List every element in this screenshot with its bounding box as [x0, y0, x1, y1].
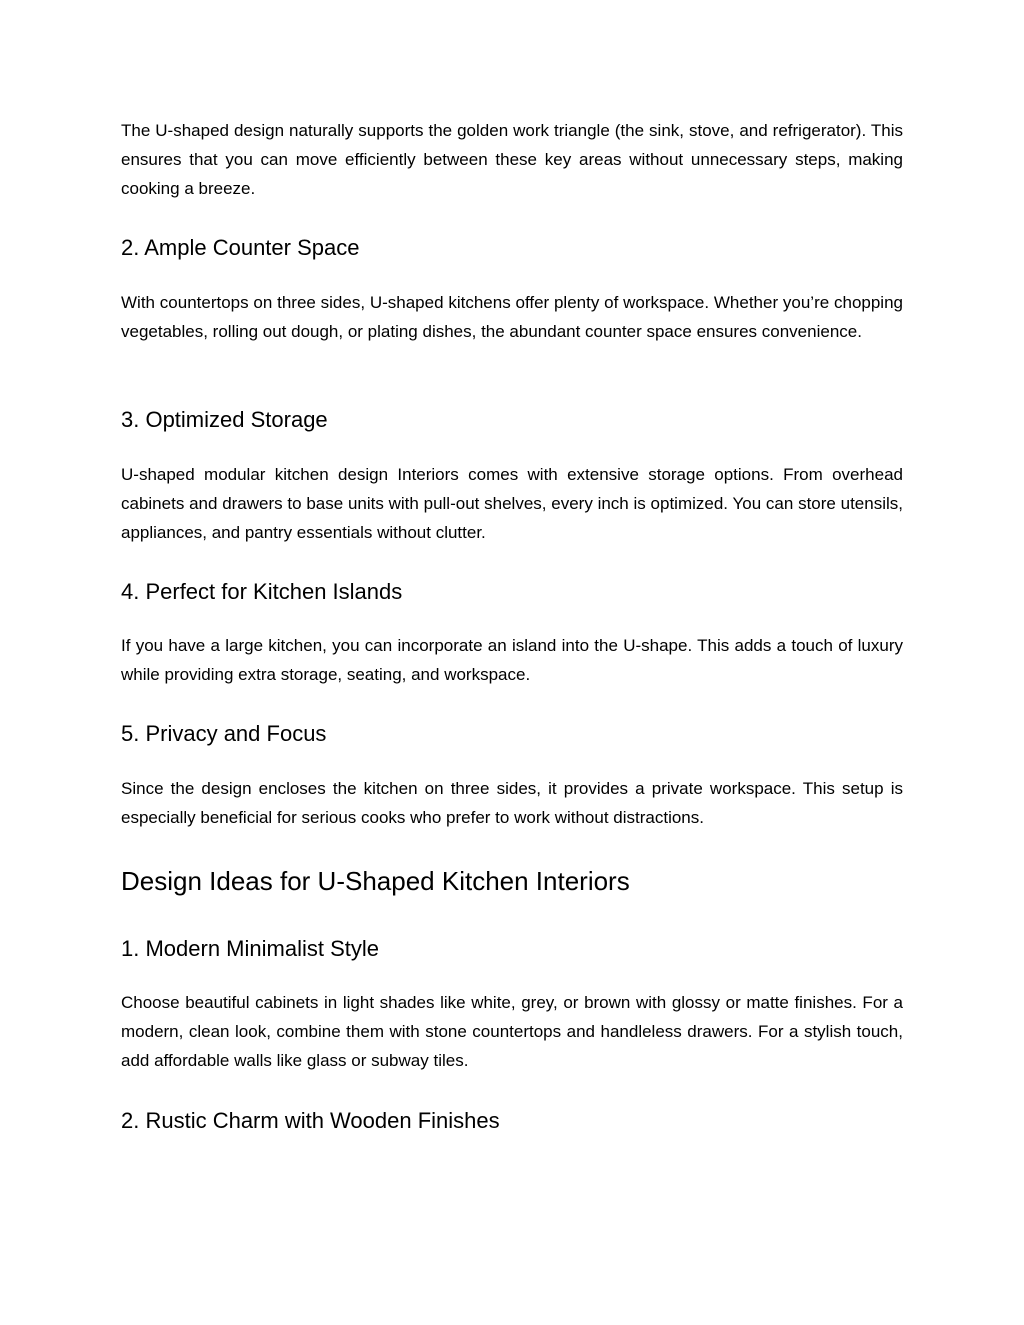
- paragraph-work-triangle: The U-shaped design naturally supports the golden work triangle (the sink, stove, and refrigerator). This ensures that you can move efficiently between these key areas without unnecessary steps, making cooking a breeze.: [121, 121, 903, 198]
- heading-ample-counter-space: 2. Ample Counter Space: [121, 235, 360, 260]
- paragraph-kitchen-islands: If you have a large kitchen, you can incorporate an island into the U-shape. This adds a touch of luxury while providing extra storage, seating, and workspace.: [121, 636, 903, 684]
- paragraph-ample-counter-space: With countertops on three sides, U-shaped kitchens offer plenty of workspace. Whether you’re chopping vegetables, rolling out dough, or plating dishes, the abundant counter space ensures convenience.: [121, 293, 903, 341]
- heading-design-ideas: Design Ideas for U-Shaped Kitchen Interiors: [121, 866, 630, 896]
- paragraph-modern-minimalist: Choose beautiful cabinets in light shades like white, grey, or brown with glossy or matte finishes. For a modern, clean look, combine them with stone countertops and handleless drawers. For a stylish touch, add affordable walls like glass or subway tiles.: [121, 993, 903, 1070]
- heading-rustic-charm: 2. Rustic Charm with Wooden Finishes: [121, 1108, 500, 1133]
- paragraph-privacy-focus: Since the design encloses the kitchen on three sides, it provides a private workspace. This setup is especially beneficial for serious cooks who prefer to work without distractions.: [121, 779, 903, 827]
- heading-privacy-focus: 5. Privacy and Focus: [121, 721, 327, 746]
- paragraph-optimized-storage: U-shaped modular kitchen design Interiors comes with extensive storage options. From overhead cabinets and drawers to base units with pull-out shelves, every inch is optimized. You can store utensils, appliances, and pantry essentials without clutter.: [121, 465, 903, 542]
- heading-optimized-storage: 3. Optimized Storage: [121, 407, 328, 432]
- heading-modern-minimalist: 1. Modern Minimalist Style: [121, 936, 379, 961]
- heading-kitchen-islands: 4. Perfect for Kitchen Islands: [121, 579, 403, 604]
